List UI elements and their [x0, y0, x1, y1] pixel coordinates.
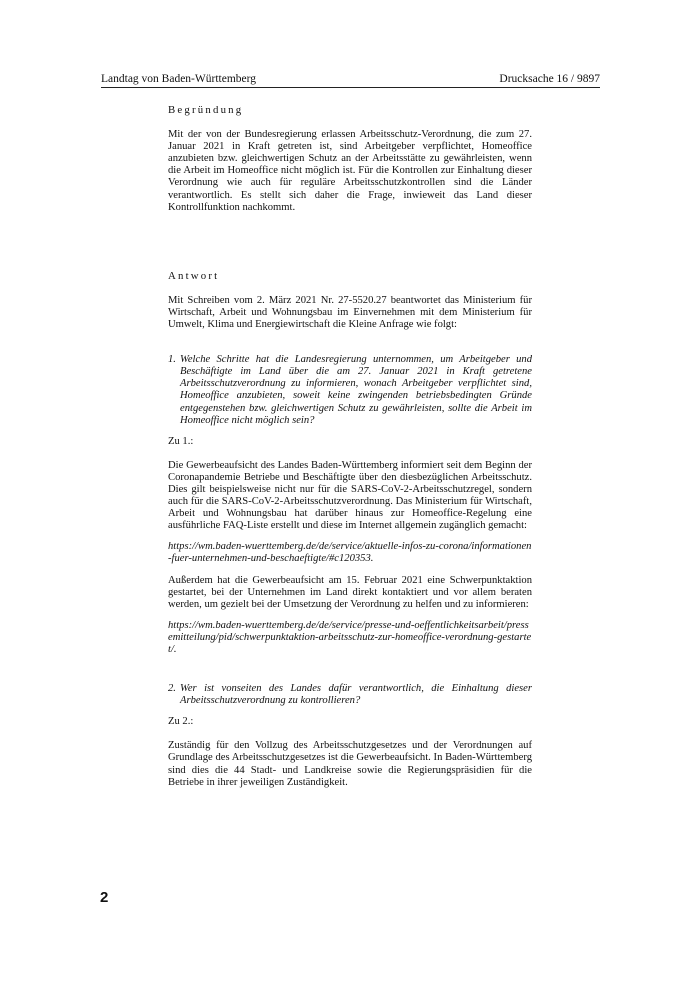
question-1 [168, 354, 532, 427]
page-number: 2 [100, 889, 109, 906]
begruendung-heading: Begründung [168, 104, 244, 116]
antwort-intro: Mit Schreiben vom 2. März 2021 Nr. 27-5520.27 beantwortet das Ministerium für Wirtschaft, Arbeit und Wohnungsbau im Einvernehmen mit dem Ministerium für Umwelt, Klima und Energiewirtschaft die Kleine Anfrage wie folgt: [168, 294, 532, 331]
answer-1-link-2[interactable]: https://wm.baden-wuerttemberg.de/de/service/presse-und-oeffentlichkeitsarbeit/pressemitteilung/pid/schwerpunktaktion-arbeitsschutz-zur-homeoffice-verordnung-gestartet/. [168, 619, 532, 655]
header-document-number: Drucksache 16 / 9897 [499, 73, 600, 85]
antwort-heading: Antwort [168, 269, 220, 282]
answer-1-link-1[interactable]: https://wm.baden-wuerttemberg.de/de/service/aktuelle-infos-zu-corona/informationen-fuer-unternehmen-und-beschaeftigte/#c120353. [168, 541, 532, 565]
question-1-text: Welche Schritte hat die Landesregierung unternommen, um Arbeitgeber und Beschäftigte im Land über die am 27. Januar 2021 in Kraft getretene Arbeitsschutzverordnung zu informieren, wonach Arbeitgeber verpflichtet sind, Homeoffice anzubieten, soweit keine zwingenden betriebsbedingten Gründe entgegenstehen bzw. gleichwertigen Schutz zu gewährleisten, sollte die Arbeit im Homeoffice nicht möglich sein? [180, 354, 532, 426]
answer-2-label: Zu 2.: [168, 716, 194, 728]
answer-1-label: Zu 1.: [168, 435, 194, 447]
question-2-text: Wer ist vonseiten des Landes dafür verantwortlich, die Einhaltung dieser Arbeitsschutzverordnung zu kontrollieren? [180, 683, 532, 707]
answer-1-paragraph-2: Außerdem hat die Gewerbeaufsicht am 15. Februar 2021 eine Schwerpunktaktion gestartet, bei der Unternehmen im Land direkt kontaktiert und vor allem beraten werden, um gezielt bei der Umsetzung der Verordnung zu helfen und zu informieren: [168, 574, 532, 610]
header-parliament: Landtag von Baden-Württemberg [101, 73, 256, 85]
page-header [101, 71, 600, 88]
question-2-number: 2. [168, 683, 176, 695]
document-body [168, 104, 532, 798]
question-2 [168, 683, 532, 707]
question-1-number: 1. [168, 354, 176, 366]
answer-1-paragraph-1: Die Gewerbeaufsicht des Landes Baden-Württemberg informiert seit dem Beginn der Coronapandemie Betriebe und Beschäftigte über den diesbezüglichen Arbeitsschutz. Dies gilt beispielsweise nicht nur für die SARS-CoV-2-Arbeitsschutzregel, sondern auch für die SARS-CoV-2-Arbeitsschutzverordnung. Das Ministerium für Wirtschaft, Arbeit und Wohnungsbau hat darüber hinaus zur Homeoffice-Regelung eine ausführliche FAQ-Liste erstellt und diese im Internet allgemein zugänglich gemacht: [168, 459, 532, 532]
answer-2-paragraph-1: Zuständig für den Vollzug des Arbeitsschutzgesetzes und der Verordnungen auf Grundlage des Arbeitsschutzgesetzes ist die Gewerbeaufsicht. In Baden-Württemberg sind dies die 44 Stadt- und Landkreise sowie die Regierungspräsidien für die Betriebe in ihrer jeweiligen Zuständigkeit. [168, 740, 532, 788]
begruendung-text: Mit der von der Bundesregierung erlassen Arbeitsschutz-Verordnung, die zum 27. Januar 2021 in Kraft getreten ist, sind Arbeitgeber verpflichtet, Homeoffice anzubieten bzw. gleichwertigen Schutz an der Arbeitsstätte zu gewährleisten, wenn die Arbeit im Homeoffice nicht möglich ist. Für die Kontrollen zur Einhaltung dieser Verordnung wie auch für reguläre Arbeitsschutzkontrollen sind die Länder verantwortlich. Es stellt sich daher die Frage, inwieweit das Land dieser Kontrollfunktion nachkommt. [168, 129, 532, 213]
